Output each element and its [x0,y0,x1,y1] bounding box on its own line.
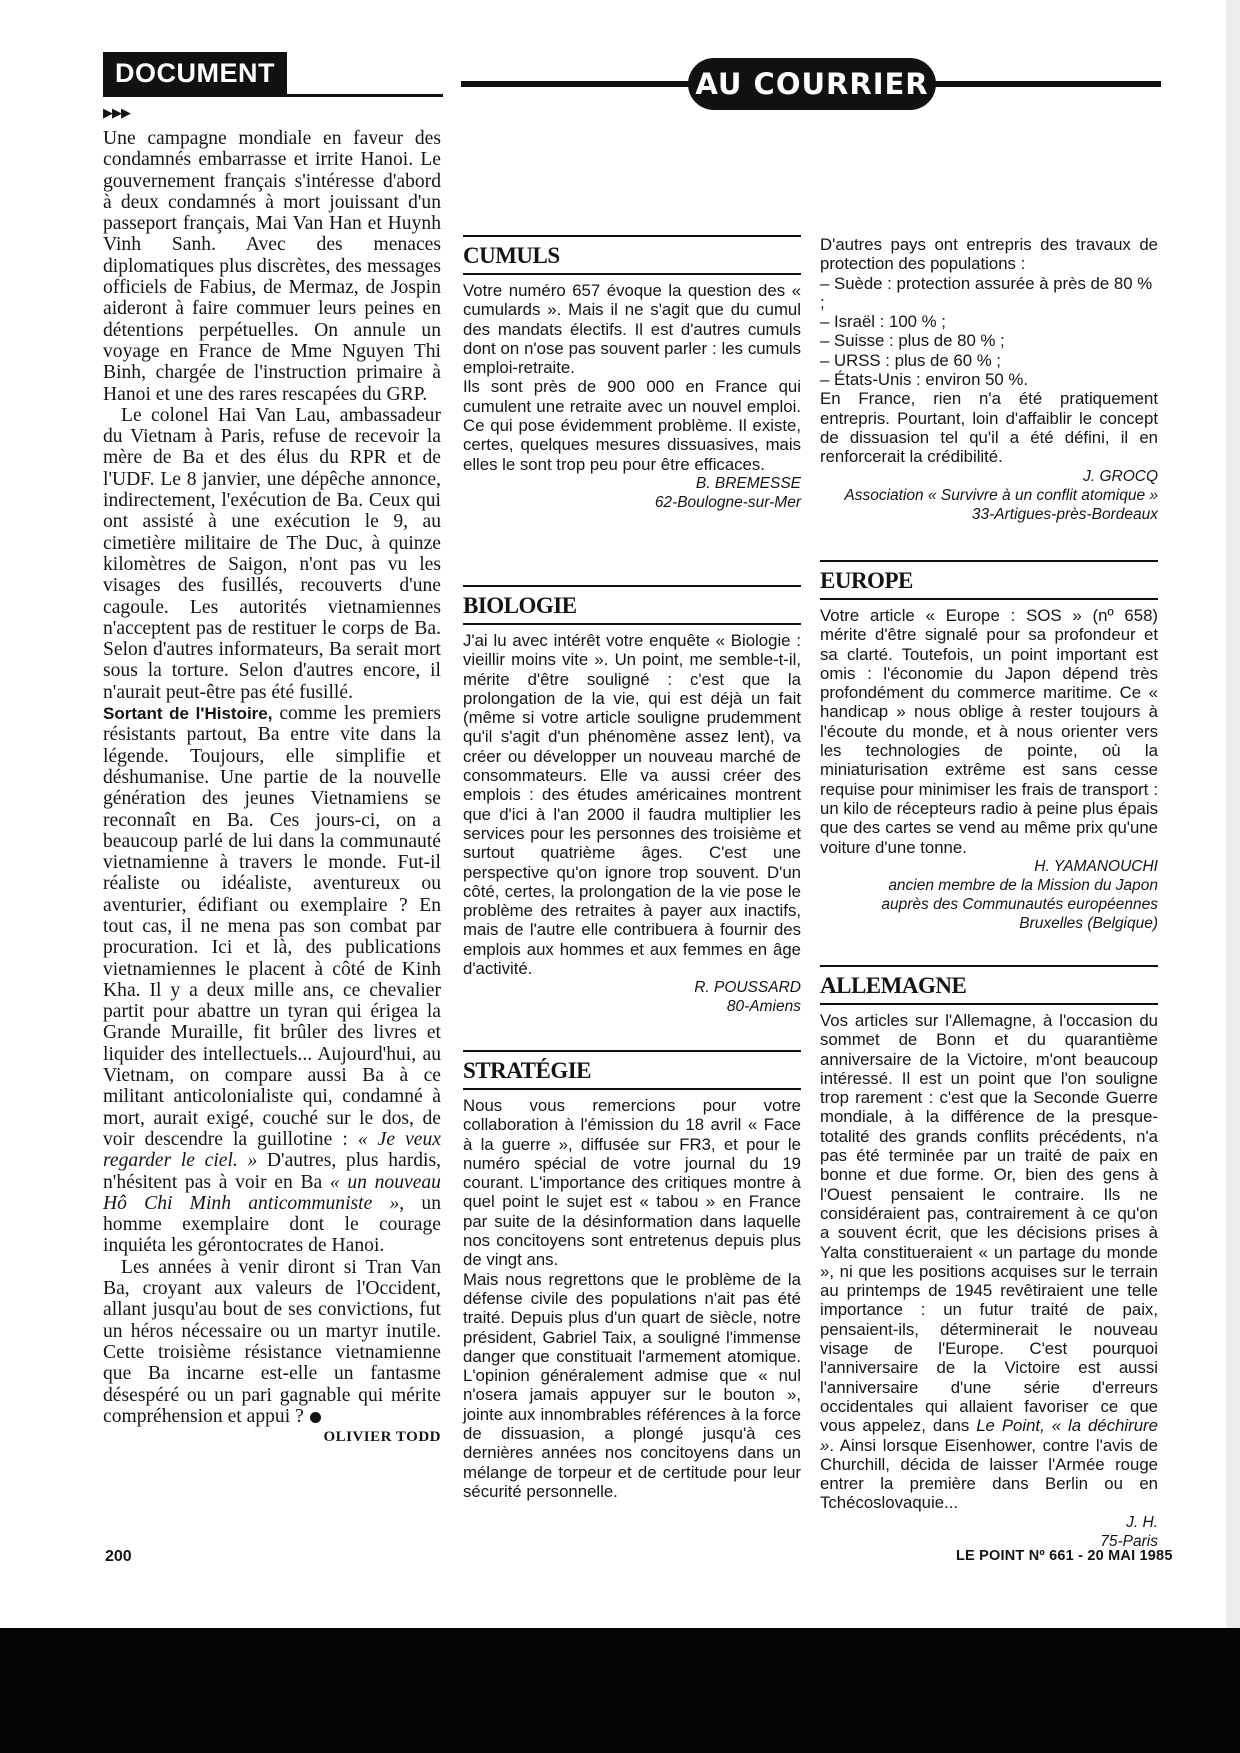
letter-signature: 33-Artigues-près-Bordeaux [971,505,1158,523]
title-rule [820,598,1158,600]
letter-signature: ancien membre de la Mission du Japon [888,876,1158,894]
paragraph-text: , un homme exemplaire dont le courage inquiéta les gérontocrates de Hanoi. [103,1192,441,1257]
list-item: – URSS : plus de 60 % ; [820,350,1001,370]
scan-bottom-border [0,1628,1240,1753]
section-rule [463,1050,801,1052]
letter-title: CUMULS [463,243,560,268]
title-rule [463,273,801,275]
title-rule [463,623,801,625]
section-rule [820,965,1158,967]
letter-signature: Association « Survivre à un conflit atomique » [844,486,1158,504]
letter-cumuls [463,235,801,512]
article-paragraph [103,703,441,1257]
continuation-arrows-icon: ▶▶▶ [103,106,130,121]
courrier-header-badge: AU COURRIER [688,58,936,110]
letter-paragraph: D'autres pays ont entrepris des travaux de protection des populations : [820,235,1158,274]
title-rule [463,1088,801,1090]
letter-paragraph: Mais nous regrettons que le problème de la défense civile des populations n'ait pas été traité. Depuis plus d'un quart de siècle, notre président, Gabriel Taix, a souligné l'immense danger que constituait l'armement atomique. L'opinion généralement admise que « nul n'osera jamais appuyer sur le bouton », jointe aux innombrables références à la force de dissuasion, a plongé jusqu'à ces dernières années nos concitoyens dans un mélange de torpeur et de certitude pour leur sécurité personnelle. [463,1269,801,1501]
letter-signature: J. H. [1126,1513,1158,1531]
byline [103,1427,441,1448]
letter-allemagne [820,965,1158,1551]
letter-europe [820,560,1158,933]
page-number: 200 [105,1548,132,1565]
list-item: – Suisse : plus de 80 % ; [820,331,1005,351]
list-item: – Israël : 100 % ; [820,312,946,332]
list-item: – États-Unis : environ 50 %. [820,370,1028,390]
letter-signature: J. GROCQ [1083,467,1158,485]
letter-signature: B. BREMESSE [695,474,801,492]
italic-reference: Le Point, « la déchirure » [820,1416,1158,1455]
letter-signature: 62-Boulogne-sur-Mer [654,493,801,511]
letter-signature: 75-Paris [1100,1532,1158,1550]
letter-paragraph: J'ai lu avec intérêt votre enquête « Biologie : vieillir moins vite ». Un point, me semble-t-il, mérite d'être souligné : c'est que la prolongation de la vie, qui est déjà un fait (même si votre article souligne prudemment qu'il s'agit d'un phénomène assez lent), va créer ou développer un nouveau marché de consommateurs. Elle va aussi créer des emplois : des études américaines montrent que d'ici à l'an 2000 il faudra multiplier les services pour les personnes des troisième et surtout quatrième âges. C'est une perspective qu'on ignore trop souvent. D'un côté, certes, la prolongation de la vie pose le problème des retraites à payer aux inactifs, mais de l'autre elle contribuera à fournir des emplois aux hommes et aux femmes en âge d'activité. [463,631,801,979]
letter-signature: Bruxelles (Belgique) [1019,914,1158,932]
document-rule [103,94,443,97]
paragraph-text: D'autres, plus hardis, n'hésitent pas à voir en Ba [103,1150,441,1193]
section-rule [463,585,801,587]
letter-title: EUROPE [820,568,913,593]
letter-title: BIOLOGIE [463,593,577,618]
letter-title: ALLEMAGNE [820,973,967,998]
letter-biologie [463,585,801,1016]
article-paragraph: Les années à venir diront si Tran Van Ba, croyant aux valeurs de l'Occident, allant jusqu'au bout de ses convictions, fut un héros nécessaire ou un martyr inutile. Cette troisième résistance vietnamienne que Ba incarne est-elle un fantasme désespéré ou un pari gagnable qui mérite compréhension et appui ? [103,1256,441,1427]
end-bullet-icon [310,1412,321,1423]
letter-paragraph: Vos articles sur l'Allemagne, à l'occasion du sommet de Bonn et du quarantième anniversaire de la Victoire, m'ont beaucoup intéressé. Il est un point que l'on souligne trop rarement : c'est que la Seconde Guerre mondiale, à la différence de la presque-totalité des grands conflits précédents, n'a pas été terminée par un traité de paix en bonne et due forme. Or, bien des gens à l'Ouest pensaient le contraire. Ils ne considéraient pas, contrairement à ce qu'on a souvent écrit, que les décisions prises à Yalta constitueraient « un partage du monde », ni que les positions acquises sur le terrain au printemps de 1945 revêtiraient une telle importance : un futur traité de paix, pensaient-ils, déterminerait le nouveau visage de l'Europe. C'est pourquoi l'anniversaire de la Victoire est aussi l'anniversaire d'une série d'erreurs occidentales qui allaient favoriser ce que vous appelez, dans Le Point, « la déchirure ». Ainsi lorsque Eisenhower, contre l'avis de Churchill, décida de laisser l'Armée rouge entrer la première dans Berlin ou en Tchécoslovaquie... [820,1011,1158,1513]
quote: « un nouveau Hô Chi Minh anticommuniste » [103,1171,441,1214]
letter-paragraph: Votre article « Europe : SOS » (nº 658) mérite d'être signalé pour sa profondeur et sa clarté. Toutefois, un point important est omis : l'économie du Japon dépend très profondément du commerce maritime. Ce « handicap » nous oblige à rester toujours à l'écoute du monde, et à nous orienter vers les technologies de pointe, où la miniaturisation extrême est sans cesse requise pour minimiser les frais de transport : un kilo de récepteurs radio à peine plus épais que des cartes se vend au même prix qu'une voiture d'une tonne. [820,606,1158,857]
letter-protection [820,235,1158,524]
letter-strategie [463,1050,801,1501]
lead-in: Sortant de l'Histoire, [103,704,273,724]
issue-line: LE POINT Nº 661 - 20 MAI 1985 [956,1548,1173,1564]
section-rule [463,235,801,237]
title-rule [820,1003,1158,1005]
section-rule [820,560,1158,562]
letter-signature: auprès des Communautés européennes [881,895,1158,913]
author-name: OLIVIER TODD [323,1429,441,1446]
quote: « Je veux regarder le ciel. » [103,1128,442,1172]
document-section-label: DOCUMENT [103,52,287,94]
article-paragraph: Le colonel Hai Van Lau, ambassadeur du Vietnam à Paris, refuse de recevoir la mère de Ba et des élus du RPR et de l'UDF. Le 8 janvier, une dépêche annonce, indirectement, l'exécution de Ba. Ceux qui ont assisté à une exécution le 9, au cimetière militaire de The Duc, à quinze kilomètres de Saigon, n'ont pas vu les visages des fusillés, recouverts d'une cagoule. Les autorités vietnamiennes n'acceptent pas de restituer le corps de Ba. Selon d'autres informateurs, Ba serait mort sous la torture. Selon d'autres encore, il n'aurait peut-être pas été fusillé. [103,404,441,703]
letter-paragraph: Ils sont près de 900 000 en France qui cumulent une retraite avec un nouvel emploi. Ce qui pose évidemment problème. Il existe, certes, quelques mesures dissuasives, mais elles le sont trop peu pour être efficaces. [463,377,801,474]
article-paragraph: Une campagne mondiale en faveur des condamnés embarrasse et irrite Hanoi. Le gouvernement français s'intéresse d'abord à deux condamnés à mort jouissant d'un passeport français, Mai Van Han et Huynh Vinh Sanh. Avec des menaces diplomatiques plus discrètes, des messages officiels de Fabius, de Mermaz, de Jospin aideront à faire commuer leurs peines en détentions perpétuelles. On annule un voyage en France de Mme Nguyen Thi Binh, chargée de l'instruction primaire à Hanoi et une des rares rescapées du GRP. [103,128,441,405]
document-article-body [103,128,441,1448]
letter-signature: R. POUSSARD [694,979,801,997]
scan-edge [1226,0,1240,1628]
paragraph-text: comme les premiers résistants partout, Ba entre vite dans la légende. Toujours, elle simplifie et déshumanise. Une partie de la nouvelle génération des jeunes Vietnamiens se reconnaît en Ba. Ces jours-ci, on a beaucoup parlé de lui dans la communauté vietnamienne à travers le monde. Fut-il réaliste ou idéaliste, aventureux ou aventurier, édifiant ou exemplaire ? En tout cas, il ne mena pas son combat par procuration. Ici et là, des publications vietnamiennes le placent à côté de Kinh Kha. Il y a deux mille ans, ce chevalier partit pour abattre un tyran qui érigea la Grande Muraille, fit brûler des livres et liquider des intellectuels... Aujourd'hui, au Vietnam, on compare aussi Ba à ce militant anticolonialiste qui, condamné à mort, aurait exigé, couché sur le dos, de voir descendre la guillotine : [103,703,441,1150]
letter-paragraph: Votre numéro 657 évoque la question des « cumulards ». Mais il ne s'agit que du cumul des mandats électifs. Il est d'autres cumuls dont on n'ose pas souvent parler : les cumuls emploi-retraite. [463,281,801,378]
protection-list [820,274,1158,390]
letter-signature: H. YAMANOUCHI [1034,857,1158,875]
letter-paragraph: Nous vous remercions pour votre collaboration à l'émission du 18 avril « Face à la guerre », diffusée sur FR3, et pour le numéro spécial de votre journal du 19 courant. L'importance des critiques montre à quel point le sujet est « tabou » en France par suite de la désinformation dans laquelle nos concitoyens sont entretenus depuis plus de vingt ans. [463,1096,801,1270]
letter-paragraph: En France, rien n'a été pratiquement entrepris. Pourtant, loin d'affaiblir le concept de dissuasion tel qu'il a été défini, il en renforcerait la crédibilité. [820,389,1158,467]
list-item: – Suède : protection assurée à près de 80 % ; [820,273,1153,312]
letter-signature: 80-Amiens [726,998,801,1016]
letter-title: STRATÉGIE [463,1058,592,1083]
